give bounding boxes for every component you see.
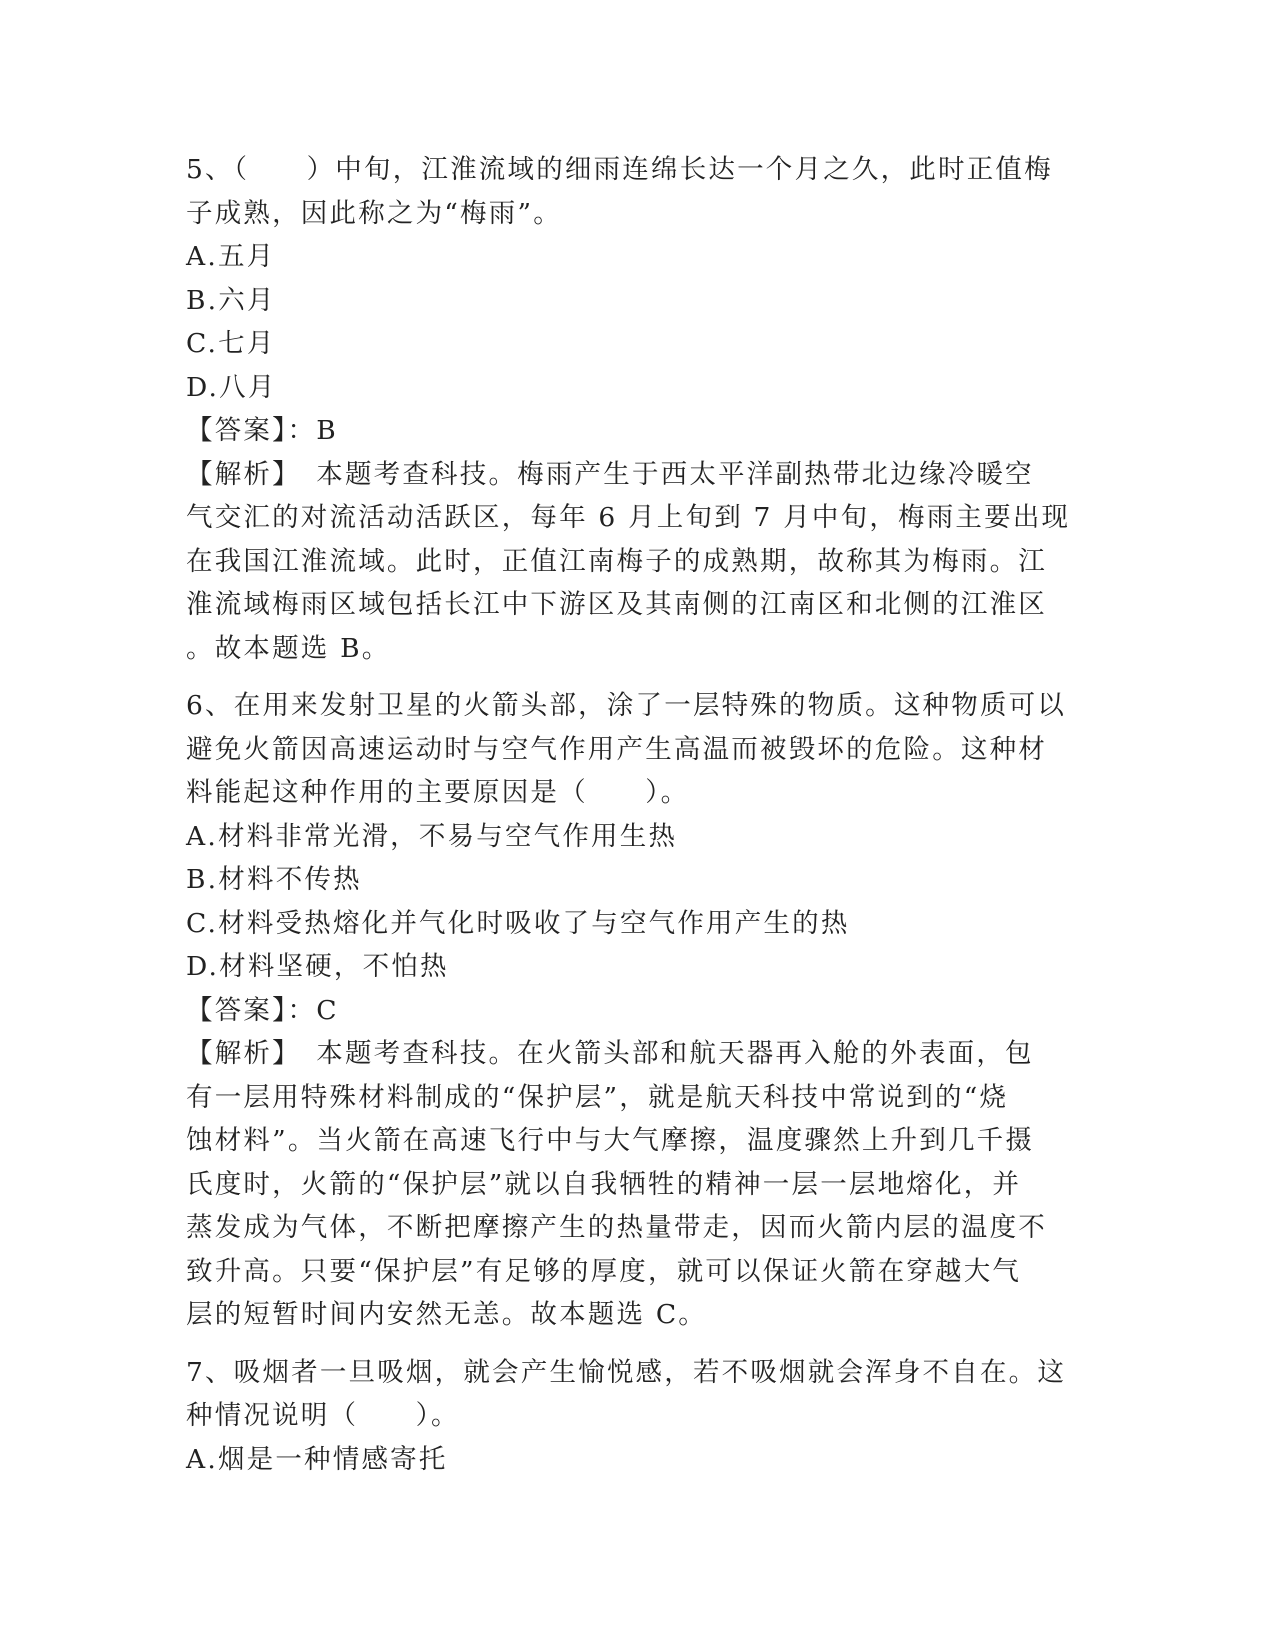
analysis-line: 在我国江淮流域。此时，正值江南梅子的成熟期，故称其为梅雨。江 [186,545,1047,577]
question-stem-line: 种情况说明（ ）。 [186,1400,460,1431]
analysis-line: 【解析】 本题考查科技。梅雨产生于西太平洋副热带北边缘冷暖空 [186,458,1034,490]
analysis-line: 有一层用特殊材料制成的“保护层”，就是航天科技中常说到的“烧 [186,1081,1009,1113]
document-content [186,148,1071,1495]
option-c: C.材料受热熔化并气化时吸收了与空气作用产生的热 [186,907,850,939]
option-a: A.五月 [186,241,276,272]
analysis-line: 蚀材料”。当火箭在高速飞行中与大气摩擦，温度骤然上升到几千摄 [186,1125,1035,1156]
question-stem-line: 避免火箭因高速运动时与空气作用产生高温而被毁坏的危险。这种材 [186,733,1047,765]
option-d: D.材料坚硬，不怕热 [186,951,449,982]
question-5 [186,148,1071,670]
analysis-line: 致升高。只要“保护层”有足够的厚度，就可以保证火箭在穿越大气 [186,1255,1022,1287]
option-b: B.六月 [186,284,276,316]
option-c: C.七月 [186,328,276,359]
analysis-line: 气交汇的对流活动活跃区，每年 6 月上旬到 7 月中旬，梅雨主要出现 [186,502,1071,533]
option-d: D.八月 [186,371,277,403]
answer-line: 【答案】：C [186,994,339,1026]
question-stem-line: 7、吸烟者一旦吸烟，就会产生愉悦感，若不吸烟就会浑身不自在。这 [186,1356,1067,1388]
analysis-line: 。故本题选 B。 [186,632,391,664]
question-stem-line: 5、（ ）中旬，江淮流域的细雨连绵长达一个月之久，此时正值梅 [186,154,1053,185]
option-b: B.材料不传热 [186,864,362,895]
question-stem-line: 料能起这种作用的主要原因是（ ）。 [186,777,690,808]
option-a: A.材料非常光滑，不易与空气作用生热 [186,820,678,852]
question-7 [186,1351,1066,1482]
answer-line: 【答案】：B [186,415,338,446]
question-6 [186,684,1066,1337]
option-a: A.烟是一种情感寄托 [186,1443,448,1475]
analysis-line: 蒸发成为气体，不断把摩擦产生的热量带走，因而火箭内层的温度不 [186,1212,1047,1243]
analysis-line: 层的短暂时间内安然无恙。故本题选 C。 [186,1299,707,1330]
analysis-line: 氏度时，火箭的“保护层”就以自我牺牲的精神一层一层地熔化，并 [186,1168,1022,1200]
analysis-line: 【解析】 本题考查科技。在火箭头部和航天器再入舱的外表面，包 [186,1038,1034,1069]
analysis-line: 淮流域梅雨区域包括长江中下游区及其南侧的江南区和北侧的江淮区 [186,589,1047,620]
question-stem-line: 子成熟，因此称之为“梅雨”。 [186,197,562,229]
question-stem-line: 6、在用来发射卫星的火箭头部，涂了一层特殊的物质。这种物质可以 [186,690,1067,721]
